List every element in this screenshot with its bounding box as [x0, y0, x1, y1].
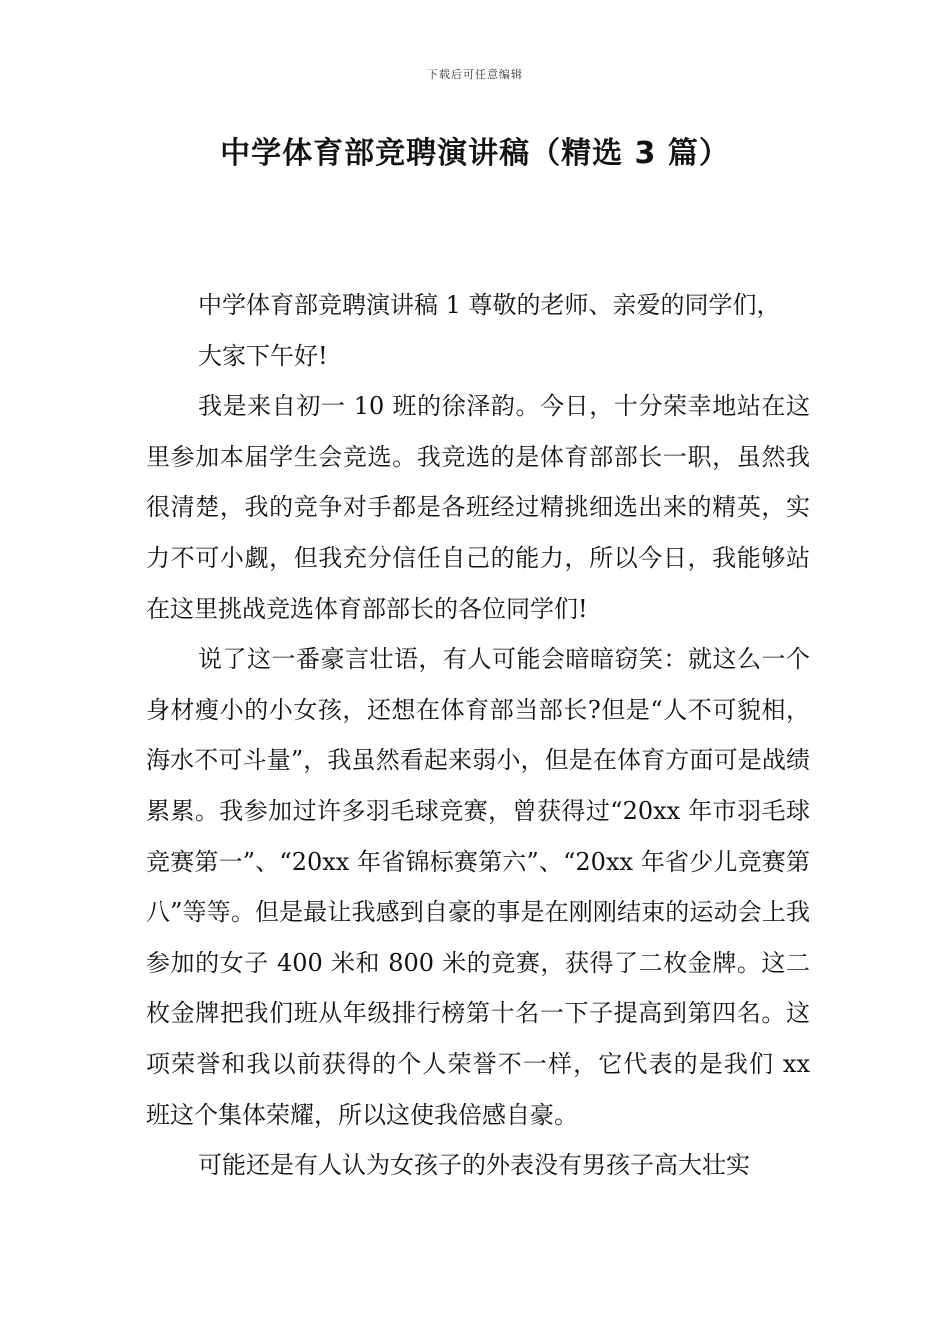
document-title: 中学体育部竞聘演讲稿（精选 3 篇）: [220, 136, 730, 171]
paragraph-continuation: 可能还是有人认为女孩子的外表没有男孩子高大壮实: [198, 1151, 750, 1180]
paragraph-salutation: 大家下午好!: [198, 341, 328, 370]
paragraph-introduction: 我是来自初一 10 班的徐泽韵。今日，十分荣幸地站在这里参加本届学生会竞选。我竞选的是体育部部长一职，虽然我很清楚，我的竞争对手都是各班经过精挑细选出来的精英，实力不可小觑，但我充分信任自己的能力，所以今日，我能够站在这里挑战竞选体育部部长的各位同学们!: [146, 392, 810, 623]
paragraph-achievements: 说了这一番豪言壮语，有人可能会暗暗窃笑：就这么一个身材瘦小的小女孩，还想在体育部当部长?但是“人不可貌相，海水不可斗量”，我虽然看起来弱小，但是在体育方面可是战绩累累。我参加过许多羽毛球竞赛，曾获得过“20xx 年市羽毛球竞赛第一”、“20xx 年省锦标赛第六”、“20xx 年省少儿竞赛第八”等等。但是最让我感到自豪的事是在刚刚结束的运动会上我参加的女子 400 米和 800 米的竞赛，获得了二枚金牌。这二枚金牌把我们班从年级排行榜第十名一下子提高到第四名。这项荣誉和我以前获得的个人荣誉不一样，它代表的是我们 xx 班这个集体荣耀，所以这使我倍感自豪。: [146, 645, 810, 1129]
header-note: 下载后可任意编辑: [427, 68, 523, 81]
paragraph-greeting: 中学体育部竞聘演讲稿 1 尊敬的老师、亲爱的同学们，: [198, 291, 781, 319]
document-body: [146, 280, 810, 1191]
